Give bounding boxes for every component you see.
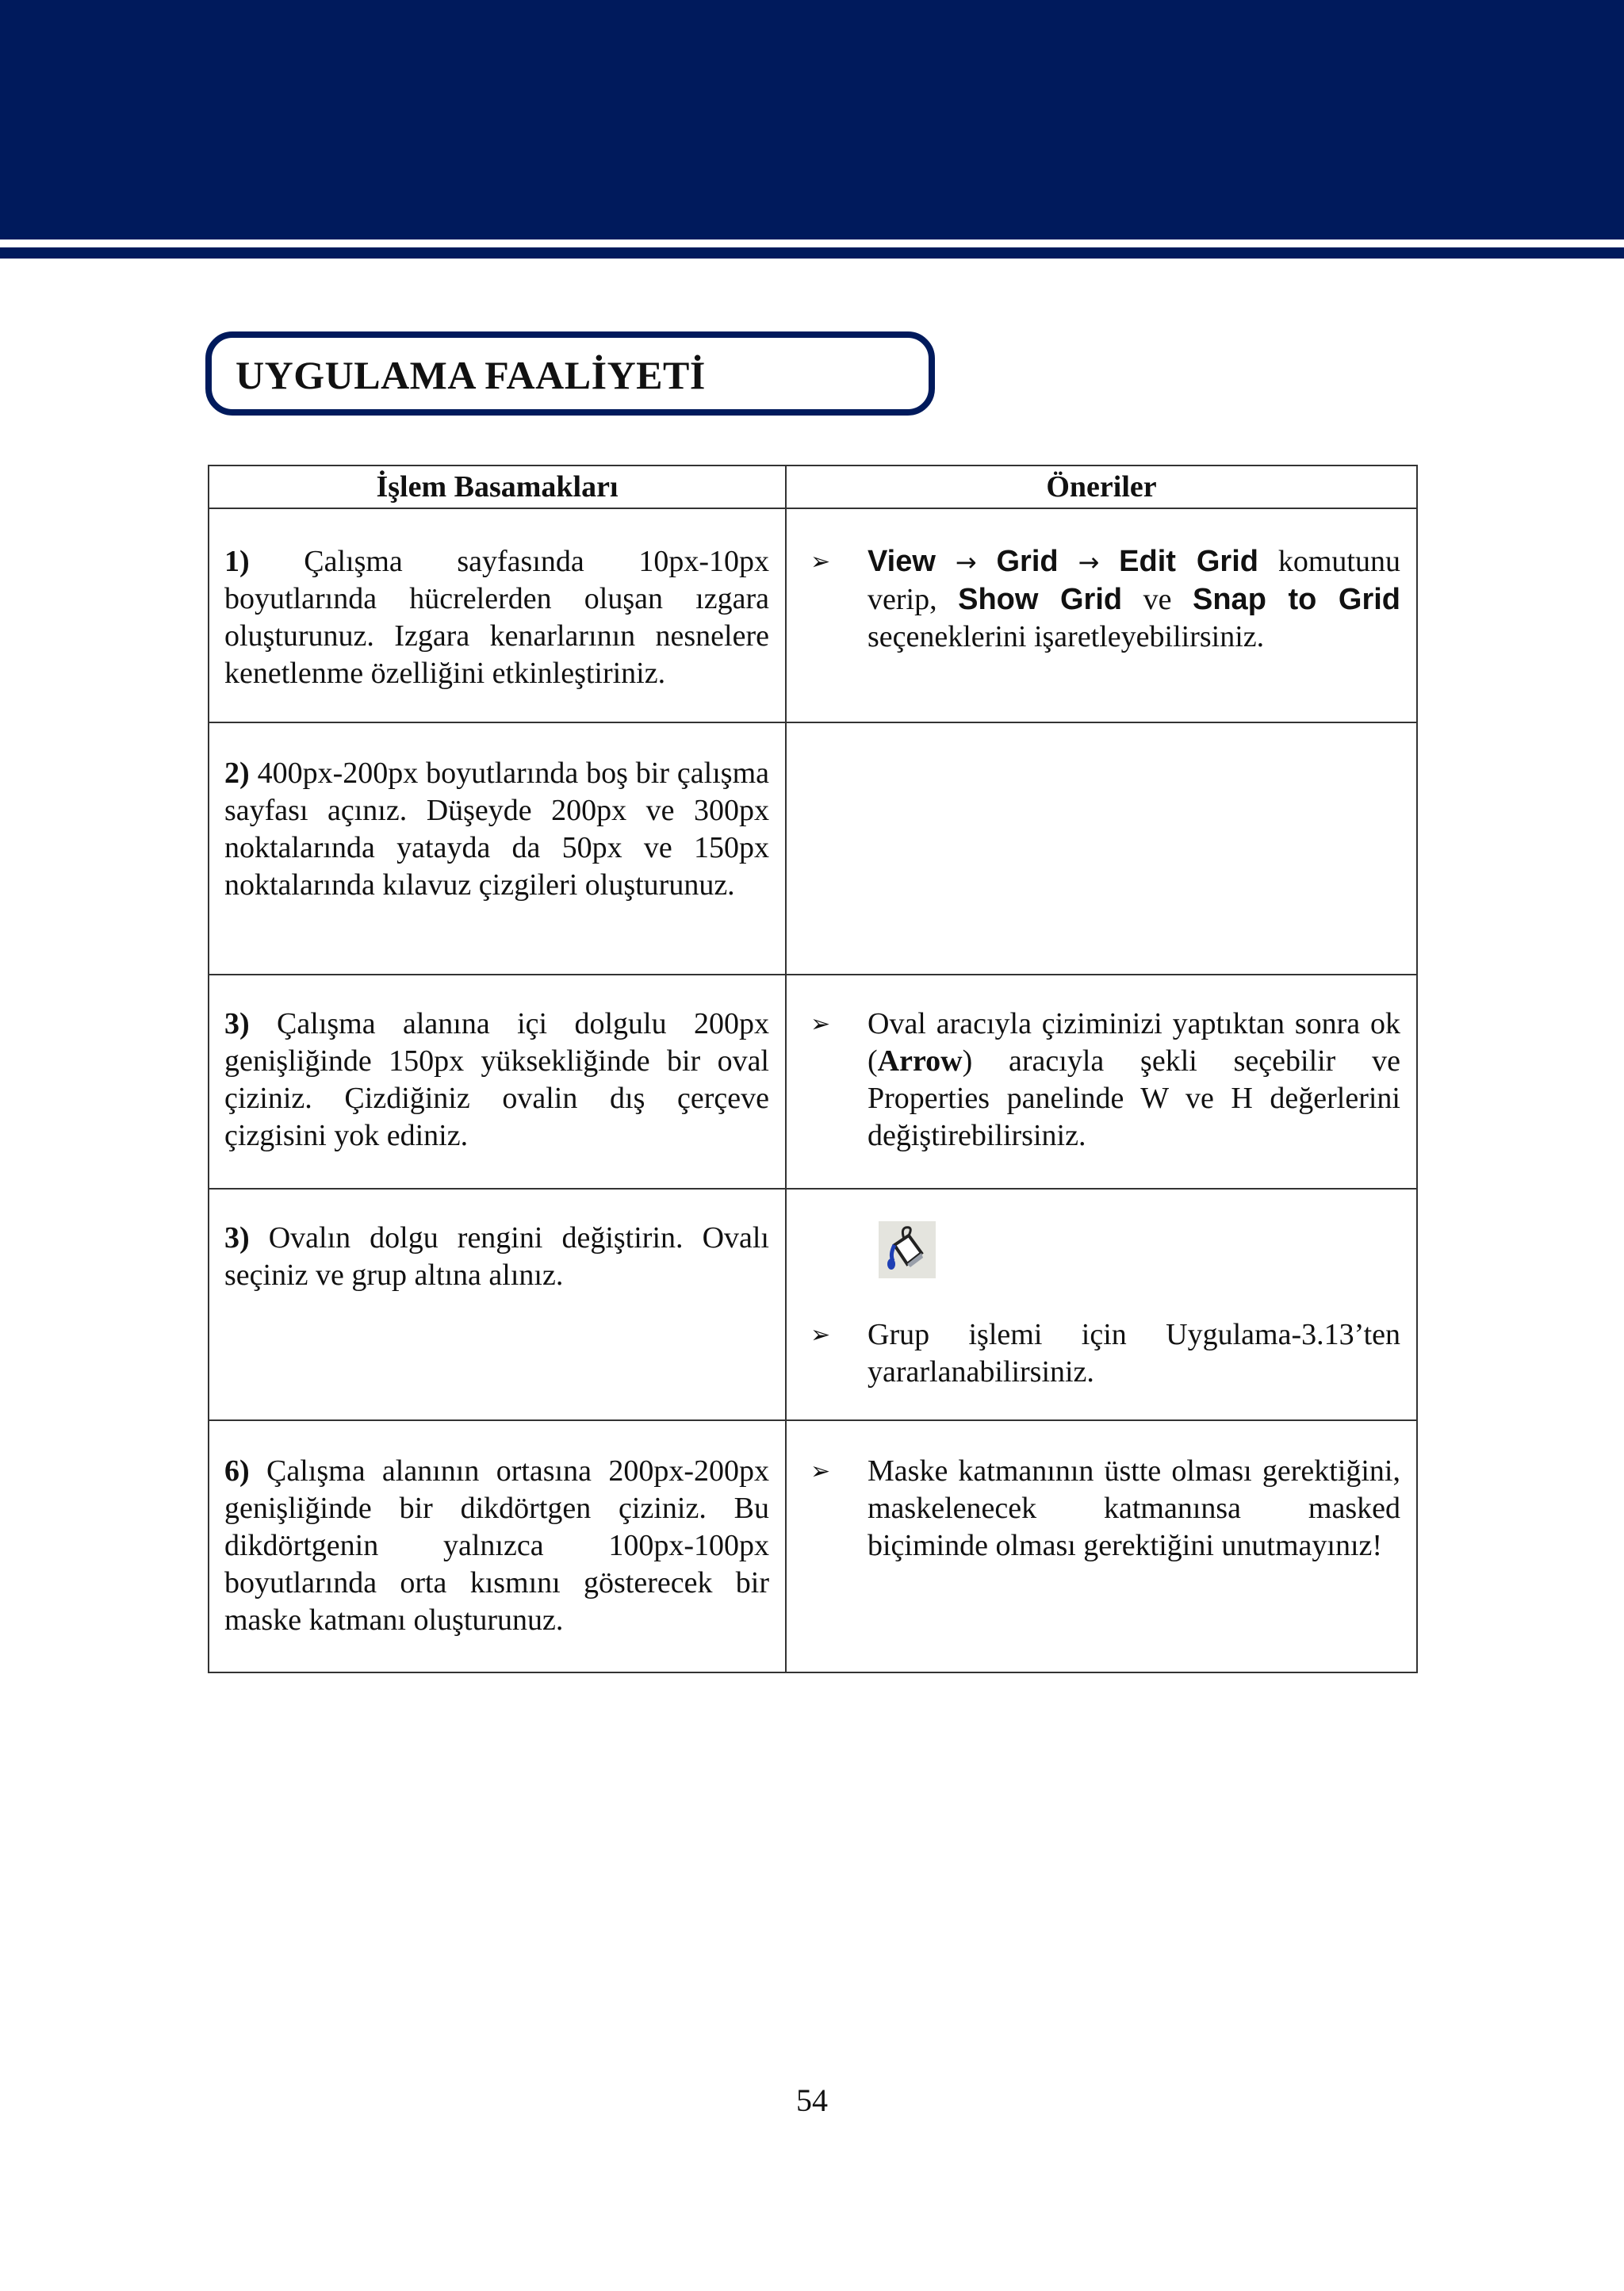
page-title: UYGULAMA FAALİYETİ — [236, 353, 706, 397]
bullet-arrow-icon: ➢ — [810, 548, 831, 576]
suggestion-text-part: seçeneklerini işaretleyebilirsiniz. — [868, 620, 1265, 653]
table-row — [209, 722, 1417, 975]
bullet-arrow-icon: ➢ — [810, 1010, 831, 1038]
step-number: 6) — [224, 1454, 250, 1488]
column-header-steps: İşlem Basamakları — [209, 465, 786, 508]
suggestion-text — [868, 543, 1400, 656]
step-paragraph — [224, 1453, 769, 1639]
step-text: Çalışma sayfasında 10px-10px boyutlarında hücrelerden oluşan ızgara oluşturunuz. Izgara kenarlarının nesnelere kenetlenme özelliğini etkinleştiriniz. — [224, 545, 769, 690]
step-paragraph — [224, 755, 769, 904]
header-stripe — [0, 247, 1624, 259]
step-text: 400px-200px boyutlarında boş bir çalışma sayfası açınız. Düşeyde 200px ve 300px noktalarında yatayda da 50px ve 150px noktalarında kılavuz çizgileri oluşturunuz. — [224, 757, 769, 902]
table-header-row — [209, 465, 1417, 508]
suggestion-text: Grup işlemi için Uygulama-3.13’ten yararlanabilirsiniz. — [868, 1318, 1400, 1389]
step-number: 3) — [224, 1221, 250, 1255]
steps-table — [208, 465, 1418, 1673]
header-band — [0, 0, 1624, 239]
step-paragraph — [224, 1006, 769, 1155]
suggestion-text: Maske katmanının üstte olması gerektiğini, maskelenecek katmanınsa masked biçiminde olması gerektiğini unutmayınız! — [868, 1454, 1400, 1562]
suggestion-cell — [786, 1189, 1417, 1420]
suggestion-text-part: ) aracıyla şekli seçebilir ve Properties panelinde W ve H değerlerini değiştirebilirsiniz. — [868, 1044, 1400, 1152]
arrow-icon: → — [1078, 547, 1100, 577]
suggestion-item — [810, 1453, 1400, 1565]
step-paragraph — [224, 543, 769, 692]
step-number: 1) — [224, 545, 250, 578]
step-text: Çalışma alanına içi dolgulu 200px genişliğinde 150px yüksekliğinde bir oval çiziniz. Çizdiğiniz ovalin dış çerçeve çizgisini yok ediniz. — [224, 1007, 769, 1152]
step-paragraph — [224, 1220, 769, 1294]
option-snap-to-grid: Snap to Grid — [1193, 583, 1401, 616]
suggestion-text-part: ve — [1122, 583, 1193, 616]
table-row — [209, 1189, 1417, 1420]
page-number: 54 — [796, 2082, 828, 2118]
suggestion-cell — [786, 722, 1417, 975]
paint-bucket-icon-graphic — [879, 1221, 936, 1278]
menu-grid: Grid — [996, 545, 1059, 578]
suggestion-cell — [786, 508, 1417, 722]
table-row — [209, 975, 1417, 1189]
arrow-icon: → — [955, 547, 977, 577]
suggestion-item — [810, 1316, 1400, 1391]
table-row — [209, 508, 1417, 722]
step-cell — [209, 508, 786, 722]
step-cell — [209, 1189, 786, 1420]
suggestion-item — [810, 543, 1400, 656]
suggestion-item — [810, 1006, 1400, 1155]
paint-bucket-icon — [879, 1221, 936, 1278]
step-number: 3) — [224, 1007, 250, 1040]
menu-edit-grid: Edit Grid — [1119, 545, 1258, 578]
column-header-suggestions: Öneriler — [786, 465, 1417, 508]
tool-arrow: Arrow — [877, 1044, 963, 1078]
suggestion-text — [868, 1006, 1400, 1155]
menu-view: View — [868, 545, 936, 578]
icon-wrapper — [879, 1221, 1400, 1288]
suggestion-text-part: komutunu verip, — [868, 545, 1400, 616]
step-text: Ovalın dolgu rengini değiştirin. Ovalı seçiniz ve grup altına alınız. — [224, 1221, 769, 1292]
step-cell — [209, 1420, 786, 1672]
table-row — [209, 1420, 1417, 1672]
suggestion-cell — [786, 975, 1417, 1189]
step-cell — [209, 722, 786, 975]
suggestion-cell — [786, 1420, 1417, 1672]
step-cell — [209, 975, 786, 1189]
bullet-arrow-icon: ➢ — [810, 1321, 831, 1349]
suggestion-text-part: Oval aracıyla çiziminizi yaptıktan sonra ok ( — [868, 1007, 1400, 1078]
option-show-grid: Show Grid — [958, 583, 1123, 616]
step-text: Çalışma alanının ortasına 200px-200px genişliğinde bir dikdörtgen çiziniz. Bu dikdörtgenin yalnızca 100px-100px boyutlarında orta kısmını gösterecek bir maske katmanı oluşturunuz. — [224, 1454, 769, 1637]
step-number: 2) — [224, 757, 250, 790]
bullet-arrow-icon: ➢ — [810, 1458, 831, 1485]
title-box — [205, 331, 935, 416]
